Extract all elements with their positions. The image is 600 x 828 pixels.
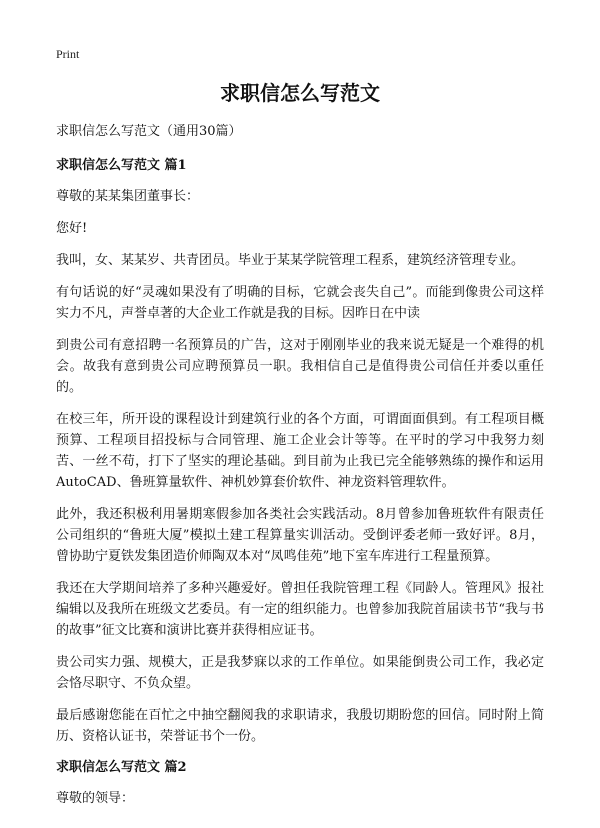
salutation: 尊敬的某某集团董事长：: [56, 189, 200, 204]
document-subtitle: 求职信怎么写范文（通用30篇）: [56, 124, 242, 139]
page-title: 求职信怎么写范文: [220, 81, 380, 105]
section-heading-1: 求职信怎么写范文 篇1: [56, 158, 187, 173]
body-paragraph: 此外，我还积极利用暑期寒假参加各类社会实践活动。8月曾参加鲁班软件有限责任公司组织的“鲁班大厦”模拟土建工程算量实训活动。受倒评委老师一致好评。8月，曾协助宁夏铁发集团造价师陶双本对“凤鸣佳苑”地下室车库进行工程量预算。: [56, 507, 544, 564]
print-link[interactable]: Print: [56, 47, 80, 61]
salutation: 尊敬的领导：: [56, 791, 135, 806]
body-paragraph: 贵公司实力强、规模大，正是我梦寐以求的工作单位。如果能倒贵公司工作，我必定会恪尽职守、不负众望。: [56, 655, 544, 691]
body-paragraph: 在校三年，所开设的课程设计到建筑行业的各个方面，可谓面面俱到。有工程项目概预算、工程项目招投标与合同管理、施工企业会计等等。在平时的学习中我努力刻苦、一丝不苟，打下了坚实的理论基础。到目前为止我已完全能够熟练的操作和运用AutoCAD、鲁班算量软件、神机妙算套价软件、神龙资料管理软件。: [56, 412, 544, 490]
body-paragraph: 有句话说的好“灵魂如果没有了明确的目标，它就会丧失自己”。而能到像贵公司这样实力不凡，声誉卓著的大企业工作就是我的目标。因昨日在中读: [56, 285, 544, 321]
body-paragraph: 我叫，女、某某岁、共青团员。毕业于某某学院管理工程系，建筑经济管理专业。: [56, 253, 525, 268]
body-paragraph: 我还在大学期间培养了多种兴趣爱好。曾担任我院管理工程《同龄人。管理风》报社编辑以及我所在班级文艺委员。有一定的组织能力。也曾参加我院首届读书节“我与书的故事”征文比赛和演讲比赛并获得相应证书。: [56, 581, 544, 638]
closing-paragraph: 最后感谢您能在百忙之中抽空翻阅我的求职请求，我殷切期盼您的回信。同时附上简历、资格认证书，荣誉证书个一份。: [56, 708, 544, 744]
body-paragraph: 到贵公司有意招聘一名预算员的广告，这对于刚刚毕业的我来说无疑是一个难得的机会。故我有意到贵公司应聘预算员一职。我相信自己是值得贵公司信任并委以重任的。: [56, 338, 544, 395]
section-heading-2: 求职信怎么写范文 篇2: [56, 760, 187, 775]
greeting: 您好!: [56, 221, 88, 236]
